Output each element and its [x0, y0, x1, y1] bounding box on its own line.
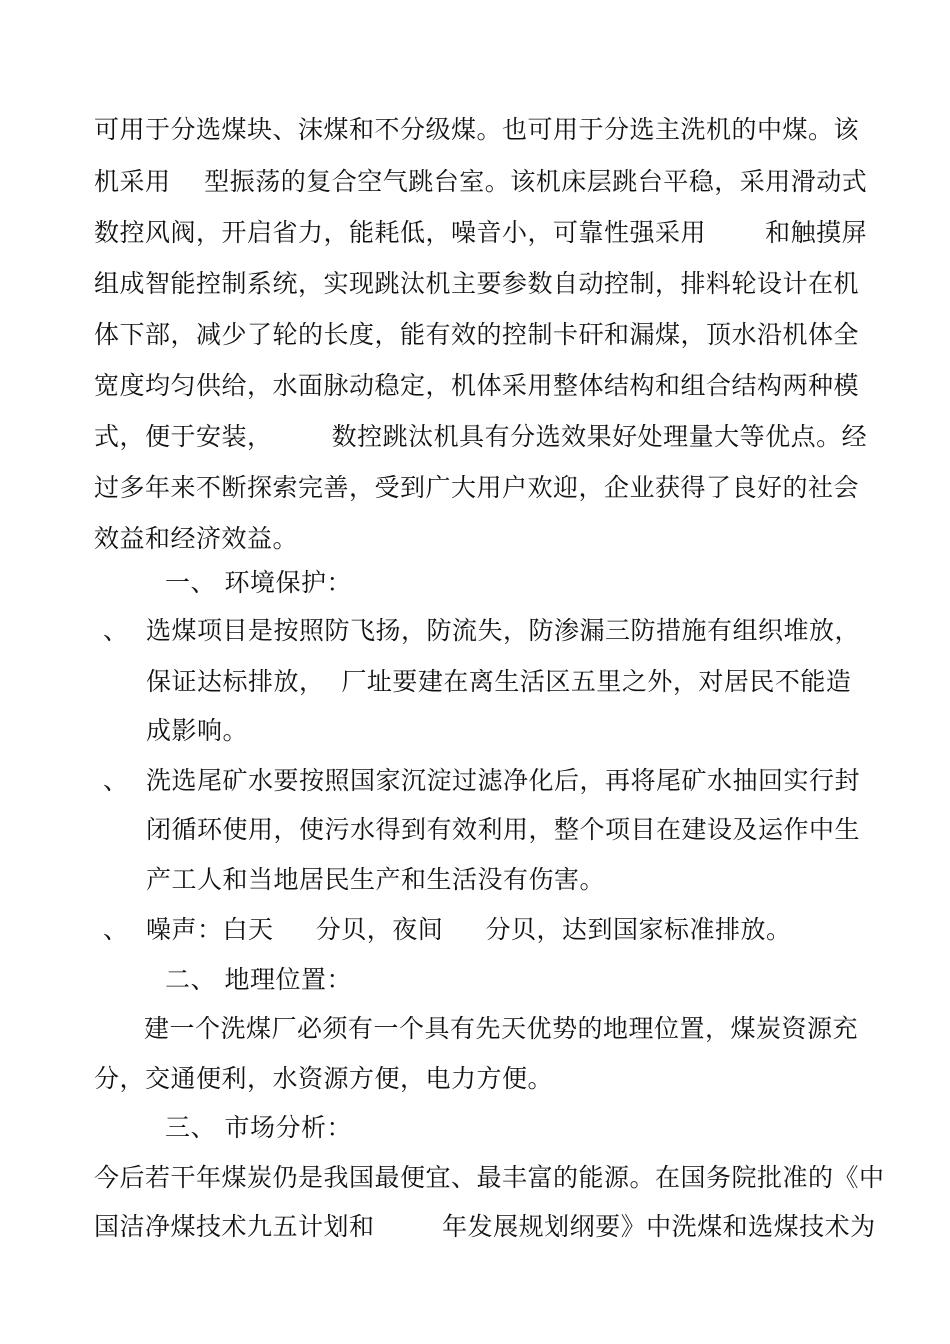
section-heading-environment: 一、 环境保护：	[165, 568, 352, 597]
list-item-line: 洗选尾矿水要按照国家沉淀过滤净化后，再将尾矿水抽回实行封	[146, 766, 861, 795]
section-heading-location: 二、 地理位置：	[165, 965, 352, 994]
list-item-line: 噪声：白天 分贝，夜间 分贝，达到国家标准排放。	[146, 915, 792, 944]
paragraph-line: 数控风阀，开启省力，能耗低，噪音小，可靠性强采用 和触摸屏	[94, 218, 868, 247]
paragraph-line: 建一个洗煤厂必须有一个具有先天优势的地理位置，煤炭资源充	[144, 1014, 859, 1043]
list-item-line: 成影响。	[146, 716, 249, 745]
paragraph-line: 效益和经济效益。	[94, 524, 299, 553]
list-item-line: 产工人和当地居民生产和生活没有伤害。	[146, 865, 606, 894]
paragraph-line: 组成智能控制系统，实现跳汰机主要参数自动控制，排料轮设计在机	[94, 269, 860, 298]
paragraph-line: 宽度均匀供给，水面脉动稳定，机体采用整体结构和组合结构两种模	[94, 371, 860, 400]
paragraph-line: 过多年来不断探索完善，受到广大用户欢迎，企业获得了良好的社会	[94, 473, 860, 502]
list-item-line: 保证达标排放， 厂址要建在离生活区五里之外，对居民不能造	[146, 667, 852, 696]
list-item-line: 选煤项目是按照防飞扬，防流失，防渗漏三防措施有组织堆放，	[146, 616, 861, 645]
paragraph-line: 式，便于安装， 数控跳汰机具有分选效果好处理量大等优点。经	[94, 422, 868, 451]
paragraph-line: 机采用 型振荡的复合空气跳台室。该机床层跳台平稳，采用滑动式	[94, 167, 868, 196]
list-item-line: 闭循环使用，使污水得到有效利用，整个项目在建设及运作中生	[146, 815, 861, 844]
paragraph-line: 体下部，减少了轮的长度，能有效的控制卡矸和漏煤，顶水沿机体全	[94, 320, 860, 349]
bullet-mark: 、	[103, 915, 129, 944]
section-heading-market: 三、 市场分析：	[165, 1113, 352, 1142]
bullet-mark: 、	[103, 766, 129, 795]
paragraph-line: 今后若干年煤炭仍是我国最便宜、最丰富的能源。在国务院批准的《中	[94, 1163, 885, 1192]
paragraph-line: 可用于分选煤块、沫煤和不分级煤。也可用于分选主洗机的中煤。该	[94, 115, 860, 144]
bullet-mark: 、	[103, 616, 129, 645]
paragraph-line: 国洁净煤技术九五计划和 年发展规划纲要》中洗煤和选煤技术为	[94, 1212, 876, 1241]
paragraph-line: 分，交通便利，水资源方便，电力方便。	[94, 1064, 554, 1093]
